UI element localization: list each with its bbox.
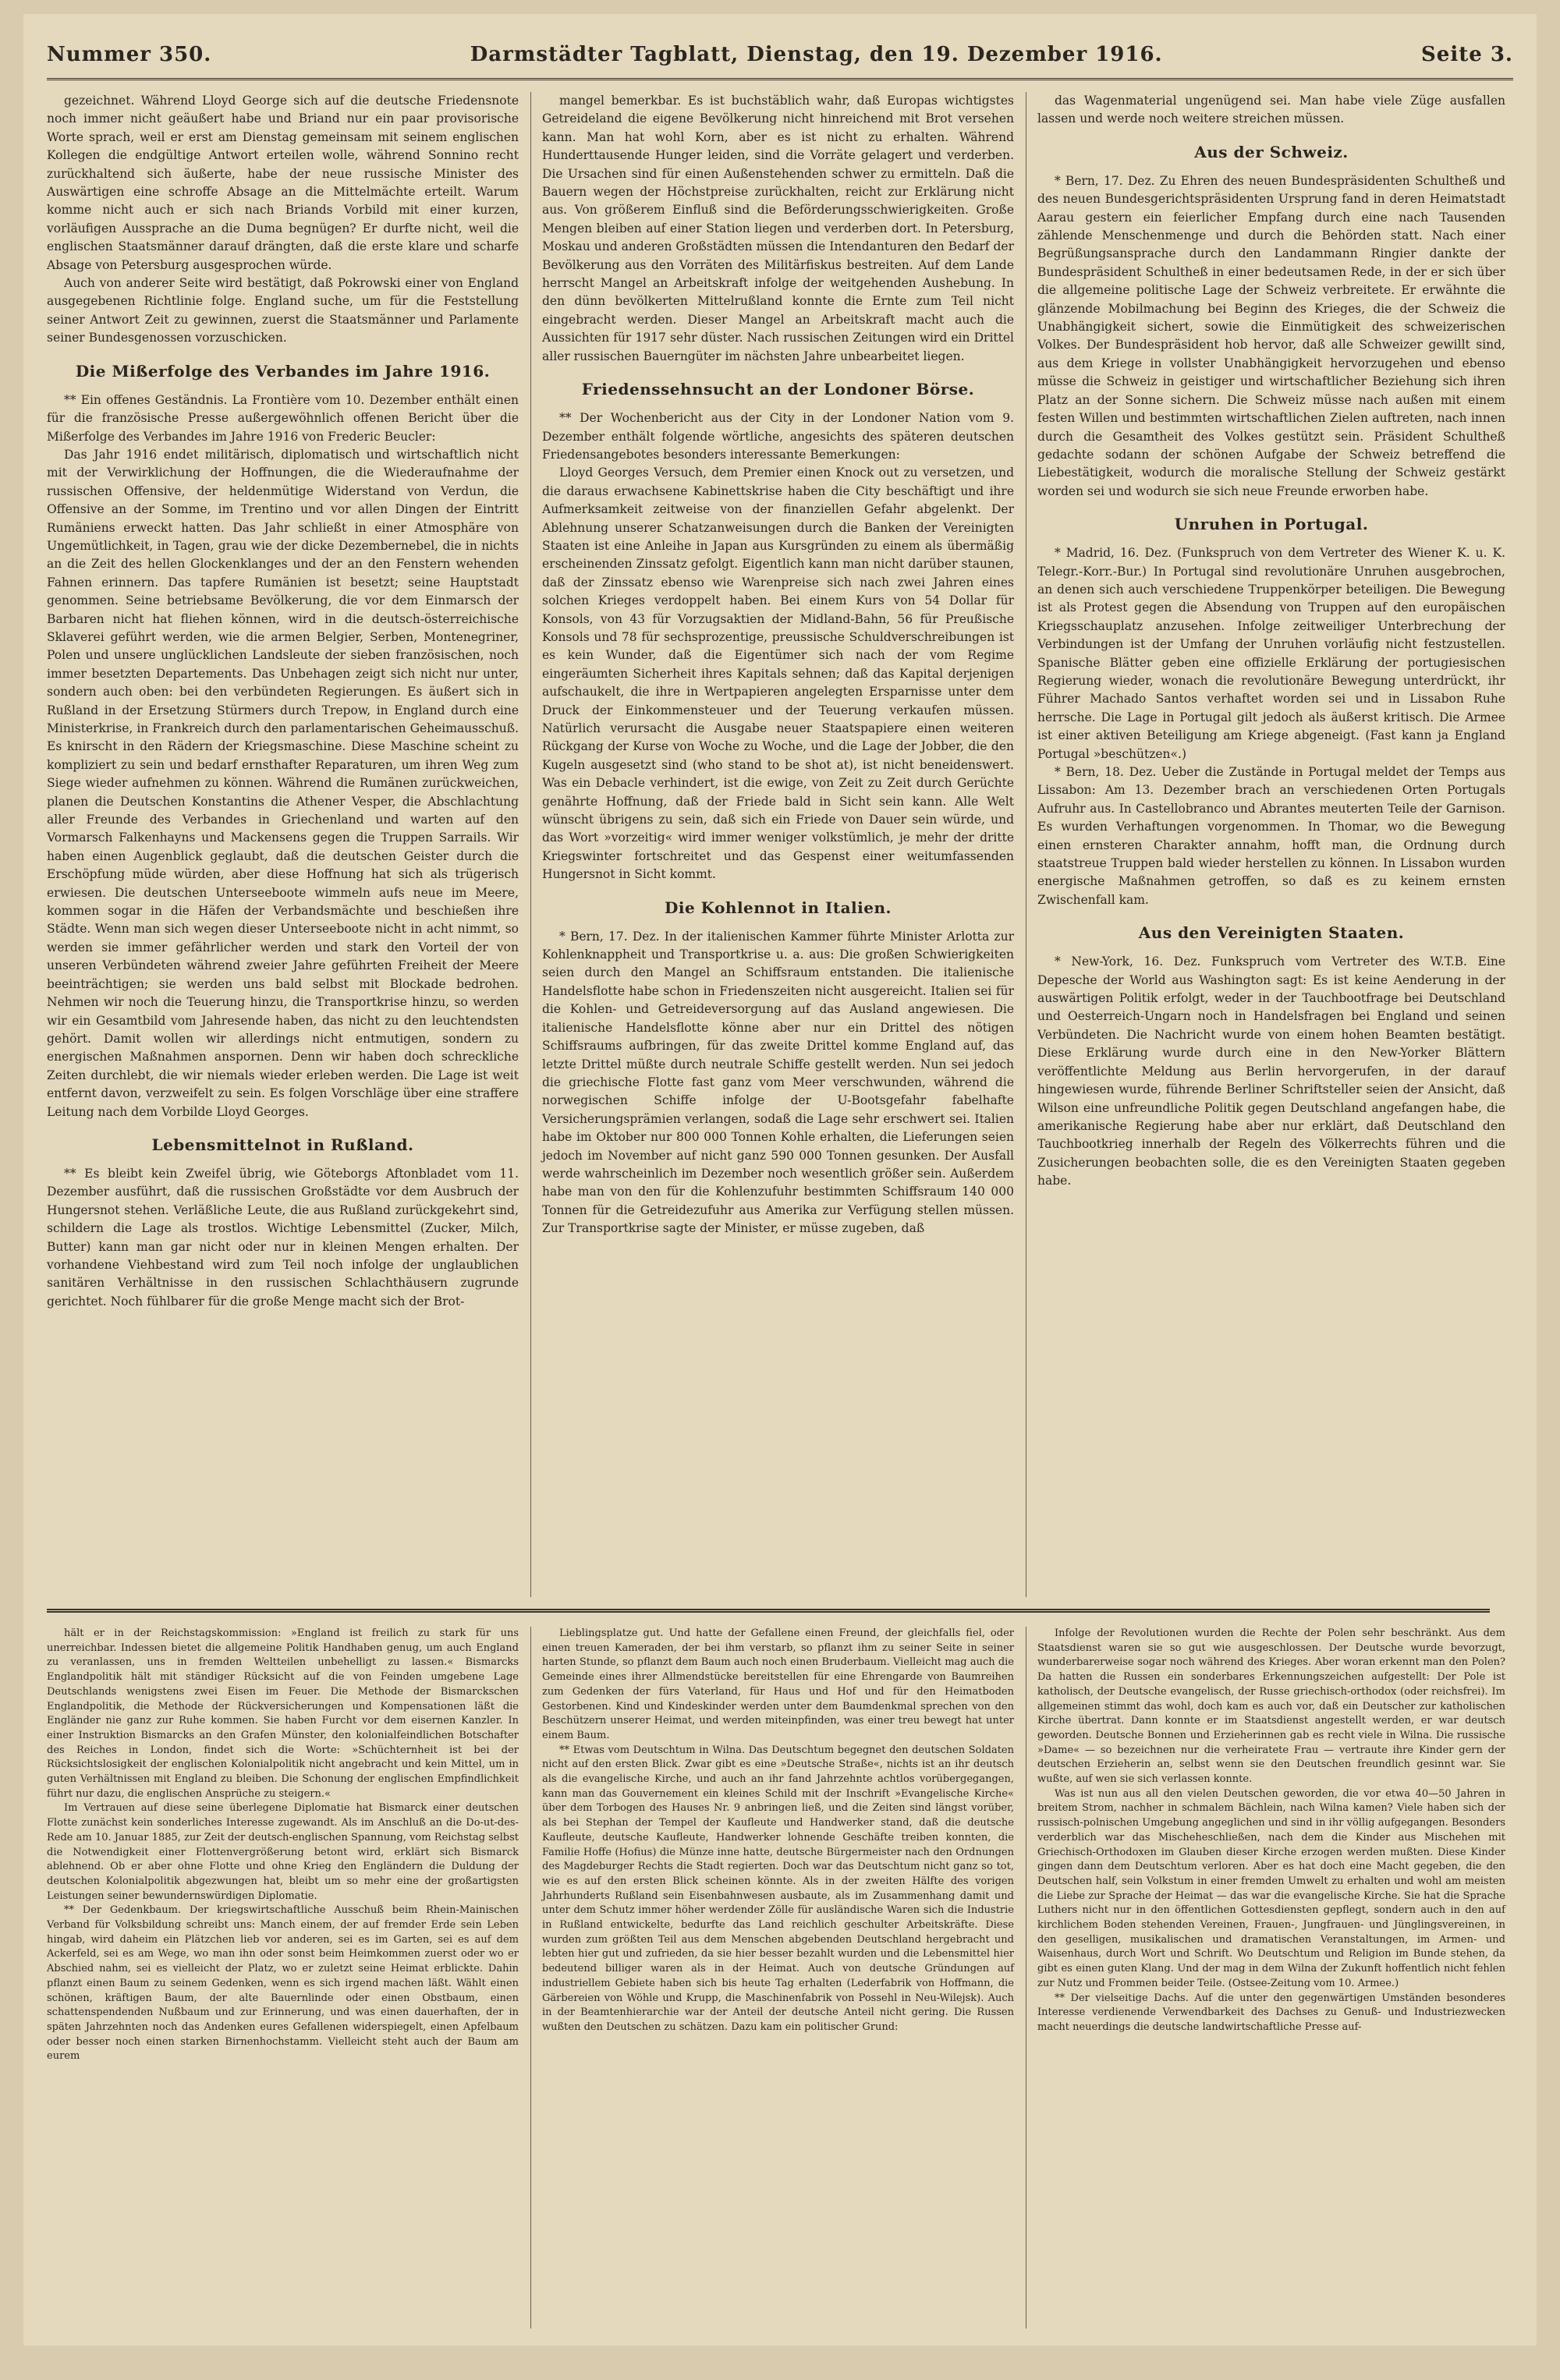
column-3 (1037, 92, 1505, 1191)
column-1 (47, 92, 519, 1311)
article-headline: Unruhen in Portugal. (1174, 515, 1369, 534)
article-headline: Aus den Vereinigten Staaten. (1138, 923, 1405, 943)
column-divider (530, 1627, 531, 2329)
article-paragraph: * Madrid, 16. Dez. (Funkspruch von dem Vertreter des Wiener K. u. K. Telegr.-Korr.-Bur.) In Portugal sind revolutionäre Unruhen ausgebrochen, an denen sich auch verschiedene Truppenkörper beteiligen. Die Bewegung ist als Protest gegen die Absendung von Truppen auf den europäischen Kriegsschauplatz anzusehen. Infolge zeitweiliger Unterbrechung der Verbindungen ist der Umfang der Unruhen vorläufig nicht festzustellen. Spanische Blätter geben eine offizielle Erklärung der portugiesischen Regierung wieder, wonach die revolutionäre Bewegung unterdrückt, ihr Führer Machado Santos verhaftet worden sei und in Lissabon Ruhe herrsche. Die Lage in Portugal gilt jedoch als äußerst kritisch. Die Armee ist einer aktiven Beteiligung am Kriege abgeneigt. (Fast kann ja England Portugal »beschützen«.) (1037, 546, 1505, 761)
article-headline: Die Mißerfolge des Verbandes im Jahre 1916. (75, 361, 491, 381)
article-headline: Friedenssehnsucht an der Londoner Börse. (581, 380, 975, 399)
article-paragraph: * Bern, 17. Dez. Zu Ehren des neuen Bundespräsidenten Schultheß und des neuen Bundesgerichtspräsidenten Ursprung fand in deren Heimatstadt Aarau gestern ein feierlicher Empfang durch eine nach Tausenden zählende Menschenmenge und durch die Behörden statt. Nach einer Begrüßungsansprache durch den Landammann Ringier dankte der Bundespräsident Schultheß in einer bedeutsamen Rede, in der er sich über die allgemeine politische Lage der Schweiz verbreitete. Er erwähnte die glänzende Mobilmachung bei Beginn des Krieges, die der Schweiz die Unabhängigkeit sichert, sowie die Einmütigkeit des schweizerischen Volkes. Der Bundespräsident hob hervor, daß alle Schweizer gewillt sind, aus dem Kriege in vollster Unabhängigkeit hervorzugehen und ebenso müsse die Schweiz in geistiger und wirtschaftlicher Beziehung sich ihren Platz an der Sonne sichern. Die Schweiz müsse nach außen mit einem festen Willen und bestimmten wirtschaftlichen Zielen auftreten, nach innen durch die Gesamtheit des Volkes gestützt sein. Präsident Schultheß gedachte sodann der schönen Aufgabe der Schweiz betreffend die Liebestätigkeit, wodurch die moralische Stellung der Schweiz gestärkt worden sei und wodurch sie sich neue Freunde erworben habe. (1037, 173, 1505, 498)
article-headline: Lebensmittelnot in Rußland. (151, 1135, 414, 1154)
article-paragraph: Im Vertrauen auf diese seine überlegene Diplomatie hat Bismarck einer deutschen Flotte zunächst kein sonderliches Interesse zugewandt. Als im Anschluß an die Do-ut-des-Rede am 10. Januar 1885, zur Zeit der deutsch-englischen Spannung, vom Reichstag selbst die Notwendigkeit einer Flottenvergrößerung betont wird, erklärt sich Bismarck ablehnend. Ob er aber ohne Flotte und ohne Krieg den Engländern die Duldung der deutschen Kolonialpolitik abgezwungen hat, bleibt um so mehr eine der großartigsten Leistungen seiner bewundernswürdigen Diplomatie. (47, 1802, 519, 1902)
article-paragraph: ** Der vielseitige Dachs. Auf die unter den gegenwärtigen Umständen besonderes Interesse verdienende Verwendbarkeit des Dachses zu Genuß- und Industriezwecken macht neuerdings die deutsche landwirtschaftliche Presse auf- (1037, 1992, 1505, 2033)
article-paragraph: ** Es bleibt kein Zweifel übrig, wie Göteborgs Aftonbladet vom 11. Dezember ausführt, daß die russischen Großstädte vor dem Ausbruch der Hungersnot stehen. Verläßliche Leute, die aus Rußland zurückgekehrt sind, schildern die Lage als trostlos. Wichtige Lebensmittel (Zucker, Milch, Butter) kann man gar nicht oder nur in kleinen Mengen erhalten. Der vorhandene Viehbestand wird zum Teil noch infolge der unglaublichen sanitären Verhältnisse in den russischen Schlachthäusern zugrunde gerichtet. Noch fühlbarer für die große Menge macht sich der Brot- (47, 1166, 519, 1309)
feuilleton-column-3 (1037, 1627, 1505, 2035)
feuilleton-divider (47, 1609, 1490, 1613)
column-divider (530, 92, 531, 1597)
article-paragraph: ** Etwas vom Deutschtum in Wilna. Das Deutschtum begegnet den deutschen Soldaten nicht auf den ersten Blick. Zwar gibt es eine »Deutsche Straße«, nichts ist an ihr deutsch als die evangelische Kirche, und auch an ihr fand Jahrzehnte achtlos vorübergegangen, kann man das Gouvernement ein kleines Schild mit der Inschrift »Evangelische Kirche« über dem Torbogen des Hauses Nr. 9 anbringen ließ, und die Zeiten sind längst vorüber, als bei Stephan der Tempel der Kaufleute und Handwerker stand, daß die deutsche Kaufleute, deutsche Kaufleute, Handwerker lohnende Geschäfte treiben konnten, die Familie Hoffe (Hofius) die Münze inne hatte, deutsche Bürgermeister nach den Ordnungen des Magdeburger Rechts die Stadt regierten. Doch war das Deutschtum nicht ganz so tot, wie es auf den ersten Blick scheinen könnte. Als in der zweiten Hälfte des vorigen Jahrhunderts Rußland sein Eisenbahnwesen ausbaute, als im Zusammenhang damit und unter dem Schutz immer höher werdender Zölle für ausländische Waren sich die Industrie in Rußland entwickelte, bedurfte das Land reichlich geschulter Arbeitskräfte. Diese wurden zum größten Teil aus dem Menschen abgebenden Deutschland hergebracht und lebten hier gut und zufrieden, da sie hier besser bezahlt wurden und die Lebensmittel hier bedeutend billiger waren als in der Heimat. Auch von deutsche Gründungen auf industriellem Gebiete haben sich bis heute Tag erhalten (Lederfabrik von Hoffmann, die Gärbereien von Wöhle und Krupp, die Maschinenfabrik von Possehl in Neu-Wilejsk). Auch in der Beamtenhierarchie war der Anteil der deutsche Anteil nicht gering. Die Russen wußten den Deutschen zu schätzen. Dazu kam ein politischer Grund: (542, 1744, 1014, 2033)
article-paragraph: * New-York, 16. Dez. Funkspruch vom Vertreter des W.T.B. Eine Depesche der World aus Washington sagt: Es ist keine Aenderung in der auswärtigen Politik erfolgt, weder in der Tauchbootfrage bei Deutschland und Oesterreich-Ungarn noch in Handelsfragen bei England und seinen Verbündeten. Die Nachricht wurde von einem hohen Beamten bestätigt. Diese Erklärung wurde durch eine in den New-Yorker Blättern veröffentlichte Meldung aus Berlin hervorgerufen, in der darauf hingewiesen wurde, führende Berliner Schriftsteller seien der Ansicht, daß Wilson eine unfreundliche Politik gegen Deutschland angefangen habe, die amerikanische Regierung habe aber nur erklärt, daß Deutschland den Tauchbootkrieg innerhalb der Regeln des Völkerrechts führen und die Zusicherungen beobachten solle, die es den Vereinigten Staaten gegeben habe. (1037, 954, 1505, 1188)
article-paragraph: Auch von anderer Seite wird bestätigt, daß Pokrowski einer von England ausgegebenen Richtlinie folge. England suche, um für die Feststellung seiner Antwort Zeit zu gewinnen, zuerst die Staatsmänner und Parlamente seiner Bundesgenossen vorzuschicken. (47, 276, 519, 345)
issue-number: Nummer 350. (47, 43, 212, 66)
article-paragraph: ** Der Wochenbericht aus der City in der Londoner Nation vom 9. Dezember enthält folgende wörtliche, angesichts des späteren deutschen Friedensangebotes besonders interessante Bemerkungen: (542, 411, 1014, 462)
article-paragraph: Was ist nun aus all den vielen Deutschen geworden, die vor etwa 40—50 Jahren in breitem Strom, nachher in schmalem Bächlein, nach Wilna kamen? Viele haben sich der russisch-polnischen Umgebung angeglichen und sind in ihr völlig aufgegangen. Besonders verderblich war das Mischeheschließen, nach dem die Kinder aus Mischehen mit Griechisch-Orthodoxen im Glauben dieser Kirche erzogen werden mußten. Diese Kinder gingen dann dem Deutschtum verloren. Aber es hat doch eine Macht gegeben, die den Deutschen half, sein Volkstum in einer fremden Umwelt zu erhalten und wohl am meisten die Liebe zur Sprache der Heimat — das war die evangelische Kirche. Sie hat die Sprache Luthers nicht nur in den öffentlichen Gottesdiensten gepflegt, sondern auch in den auf kirchlichem Boden stehenden Vereinen, Frauen-, Jungfrauen- und Jünglingsvereinen, in den geselligen, musikalischen und dramatischen Veranstaltungen, im Armen- und Waisenhaus, durch Wort und Schrift. Wo Deutschtum und Religion im Bunde stehen, da gibt es einen guten Klang. Und der mag in dem Wilna der Zukunft hoffentlich nicht fehlen zur Nutz und Frommen beider Teile. (Ostsee-Zeitung vom 10. Armee.) (1037, 1787, 1505, 1989)
article-paragraph: mangel bemerkbar. Es ist buchstäblich wahr, daß Europas wichtigstes Getreideland die eigene Bevölkerung nicht hinreichend mit Brot versehen kann. Man hat wohl Korn, aber es ist nicht zu erhalten. Während Hunderttausende Hunger leiden, sind die Vorräte gelagert und verderben. Die Ursachen sind für einen Außenstehenden schwer zu ermitteln. Daß die Bauern wegen der Höchstpreise zurückhalten, reicht zur Erklärung nicht aus. Von größerem Einfluß sind die Beförderungsschwierigkeiten. Große Mengen bleiben auf einer Station liegen und verderben dort. In Petersburg, Moskau und anderen Großstädten müssen die Intendanturen den Bedarf der Bevölkerung aus den Vorräten des Militärfiskus bestreiten. Auf dem Lande herrscht Mangel an Arbeitskraft infolge der weitgehenden Aushebung. In den dünn bevölkerten Mittelrußland konnte die Ernte zum Teil nicht eingebracht werden. Dieser Mangel an Arbeitskraft macht auch die Aussichten für 1917 sehr düster. Nach russischen Zeitungen wird ein Drittel aller russischen Bauerngüter im nächsten Jahre unbearbeitet liegen. (542, 94, 1014, 363)
article-headline: Die Kohlennot in Italien. (665, 898, 892, 917)
page-number: Seite 3. (1421, 43, 1513, 66)
article-paragraph: ** Ein offenes Geständnis. La Frontière vom 10. Dezember enthält einen für die französische Presse außergewöhnlich offenen Bericht über die Mißerfolge des Verbandes im Jahre 1916 von Frederic Beucler: (47, 392, 519, 444)
article-paragraph: Das Jahr 1916 endet militärisch, diplomatisch und wirtschaftlich nicht mit der Verwirklichung der Hoffnungen, die die Wiederaufnahme der russischen Offensive, der heldenmütige Widerstand von Verdun, die Offensive an der Somme, im Trentino und vor allen Dingen der Eintritt Rumäniens erweckt hatten. Das Jahr schließt in einer Atmosphäre von Ungemütlichkeit, in Tagen, grau wie der dicke Dezembernebel, die in nichts an die Zeit des hellen Glockenklanges und der an den Fenstern wehenden Fahnen erinnern. Das tapfere Rumänien ist besetzt; seine Hauptstadt genommen. Seine betriebsame Bevölkerung, die vor dem Einmarsch der Barbaren nicht hat fliehen können, wird in die deutsch-österreichische Sklaverei geführt werden, wie die armen Belgier, Serben, Montenegriner, Polen und unsere unglücklichen Landsleute der sieben französischen, noch immer besetzten Departements. Das Unbehagen zeigt sich nicht nur unter, sondern auch oben: bei den verbündeten Regierungen. Es äußert sich in Rußland in der Ersetzung Stürmers durch Trepow, in England durch eine Ministerkrise, in Frankreich durch den parlamentarischen Geheimausschuß. Es knirscht in den Rädern der Kriegsmaschine. Diese Maschine scheint zu kompliziert zu sein und bedarf ernsthafter Reparaturen, um ihren Weg zum Siege wieder aufnehmen zu können. Während die Rumänen zurückweichen, planen die Deutschen Konstantins die Athener Vesper, die Abschlachtung aller Freunde des Verbandes in Griechenland und warten auf den Vormarsch Falkenhayns und Mackensens gegen die Truppen Sarrails. Wir haben einen Augenblick geglaubt, daß die deutschen Geister durch die Erschöpfung müde würden, aber diese Hoffnung hat sich als trügerisch erwiesen. Die deutschen Unterseeboote wimmeln aufs neue im Meere, kommen sogar in die Häfen der Verbandsmächte und beschießen ihre Städte. Wenn man sich wegen dieser Unterseeboote nicht in acht nimmt, so werden sie immer gefährlicher werden und stark den Vorteil der von unseren Verbündeten während zweier Jahre geführten Freiheit der Meere beeinträchtigen; sie werden uns bald selbst mit Blockade bedrohen. Nehmen wir noch die Teuerung hinzu, die Transportkrise hinzu, so werden wir ein Gesamtbild vom Jahresende haben, das nicht zu den leuchtendsten gehört. Damit wollen wir allerdings nicht entmutigen, sondern zu energischen Maßnahmen anspornen. Denn wir haben doch schreckliche Zeiten durchlebt, die wir niemals wieder erleben werden. Die Lage ist weit entfernt davon, verzweifelt zu sein. Es folgen Vorschläge über eine straffere Leitung nach dem Vorbilde Lloyd Georges. (47, 447, 519, 1119)
article-paragraph: gezeichnet. Während Lloyd George sich auf die deutsche Friedensnote noch immer nicht geäußert habe und Briand nur ein paar provisorische Worte sprach, weil er erst am Dienstag gemeinsam mit seinem englischen Kollegen die endgültige Antwort erteilen wolle, während Sonnino recht zurückhaltend sich äußerte, habe der neue russische Minister des Auswärtigen eine schroffe Absage an die Mittelmächte erteilt. Warum komme nicht auch er sich nach Briands Vorbild mit einer kurzen, vorläufigen Aussprache an die Duma begnügen? Er durfte nicht, weil die englischen Staatsmänner darauf drängten, daß die erste klare und scharfe Absage von Petersburg ausgesprochen würde. (47, 94, 519, 272)
article-paragraph: Lloyd Georges Versuch, dem Premier einen Knock out zu versetzen, und die daraus erwachsene Kabinettskrise haben die City beschäftigt und ihre Aufmerksamkeit zeitweise von der finanziellen Gefahr abgelenkt. Der Ablehnung unserer Schatzanweisungen durch die Banken der Vereinigten Staaten ist eine Anleihe in Japan aus Kursgründen zu einem als übermäßig erscheinenden Zinssatz gefolgt. Eigentlich kann man nicht darüber staunen, daß der Zinssatz ebenso wie Warenpreise sich nach zwei Jahren eines solchen Krieges verdoppelt haben. Bei einem Kurs von 54 Dollar für Konsols, von 43 für Vorzugsaktien der Midland-Bahn, 56 für Preußische Konsols und 78 für sechsprozentige, preussische Schuldverschreibungen ist es kein Wunder, daß die Eigentümer sich nach der vom Regime eingeräumten Sicherheit ihres Kapitals sehnen; daß das Kapital derjenigen aufschaukelt, die ihre in Wertpapieren angelegten Ersparnisse unter dem Druck der Einkommensteuer und der Teuerung verkaufen müssen. Natürlich verursacht die Ausgabe neuer Staatspapiere einen weiteren Rückgang der Kurse von Woche zu Woche, und die Lage der Jobber, die den Kugeln ausgesetzt sind (who stand to be shot at), ist nicht beneidenswert. Was ein Debacle verhindert, ist die ewige, von Zeit zu Zeit durch Gerüchte genährte Hoffnung, daß der Friede bald in Sicht sein kann. Alle Welt wünscht übrigens zu sein, daß sich ein Friede von Dauer sein würde, und das Wort »vorzeitig« wird immer weniger volkstümlich, je mehr der dritte Kriegswinter fortschreitet und das Gespenst einer weitumfassenden Hungersnot in Sicht kommt. (542, 466, 1014, 882)
article-paragraph: das Wagenmaterial ungenügend sei. Man habe viele Züge ausfallen lassen und werde noch weitere streichen müssen. (1037, 94, 1505, 126)
article-headline: Aus der Schweiz. (1194, 142, 1349, 161)
masthead (47, 31, 1513, 80)
newspaper-title: Darmstädter Tagblatt, Dienstag, den 19. Dezember 1916. (470, 43, 1163, 66)
feuilleton-column-1 (47, 1627, 519, 2064)
article-paragraph: ** Der Gedenkbaum. Der kriegswirtschaftliche Ausschuß beim Rhein-Mainischen Verband für Volksbildung schreibt uns: Manch einem, der auf fremder Erde sein Leben hingab, wird daheim ein Plätzchen lieb vor anderen, sei es im Garten, sei es auf dem Ackerfeld, sei es am Wege, wo man ihn oder sonst beim Heimkommen zuerst oder wo er Abschied nahm, sei es vielleicht der Platz, wo er zuletzt seine Heimat erblickte. Dahin pflanzt einen Baum zu seinem Gedenken, wenn es sich irgend machen läßt. Wählt einen schönen, kräftigen Baum, der alte Bauernlinde oder einen Obstbaum, einen schattenspendenden Nußbaum und zur Erinnerung, und was einen dauerhaften, der in späten Jahrzehnten noch das Andenken eures Gefallenen widerspiegelt, einen Apfelbaum oder besser noch einen starken Birnenhochstamm. Vielleicht steht auch der Baum am eurem (47, 1904, 519, 2063)
article-paragraph: * Bern, 18. Dez. Ueber die Zustände in Portugal meldet der Temps aus Lissabon: Am 13. Dezember brach an verschiedenen Orten Portugals Aufruhr aus. In Castellobranco und Abrantes meuterten Teile der Garnison. Es wurden Verhaftungen vorgenommen. In Thomar, wo die Bewegung einen ernsteren Charakter annahm, hofft man, die Ordnung durch staatstreue Truppen bald wieder herstellen zu können. In Lissabon wurden energische Maßnahmen getroffen, so daß es zu keinem ernsten Zwischenfall kam. (1037, 765, 1505, 907)
feuilleton-column-2 (542, 1627, 1014, 2035)
article-paragraph: * Bern, 17. Dez. In der italienischen Kammer führte Minister Arlotta zur Kohlenknappheit und Transportkrise u. a. aus: Die großen Schwierigkeiten seien durch den Mangel an Schiffsraum entstanden. Die italienische Handelsflotte habe schon in Friedenszeiten nicht ausgereicht. Italien sei für die Kohlen- und Getreideversorgung auf das Ausland angewiesen. Die italienische Handelsflotte könne aber nur ein Drittel des nötigen Schiffsraums aufbringen, für das zweite Drittel komme England auf, das letzte Drittel müßte durch neutrale Schiffe gestellt werden. Nun sei jedoch die griechische Flotte fast ganz vom Meer verschwunden, während die norwegischen Schiffe infolge der U-Bootsgefahr fabelhafte Versicherungsprämien verlangen, sodaß die Lage sehr erschwert sei. Italien habe im Oktober nur 800 000 Tonnen Kohle erhalten, die Lieferungen seien jedoch im November auf nicht ganz 590 000 Tonnen gesunken. Der Ausfall werde wahrscheinlich im Dezember noch wesentlich größer sein. Außerdem habe man von den für die Kohlenzufuhr bestimmten Schiffsraum 140 000 Tonnen für die Getreidezufuhr aus Amerika zur Verfügung stellen müssen. Zur Transportkrise sagte der Minister, er müsse zugeben, daß (542, 929, 1014, 1236)
column-2 (542, 92, 1014, 1238)
newspaper-page (23, 14, 1537, 2346)
article-paragraph: hält er in der Reichstagskommission: »England ist freilich zu stark für uns unerreichbar. Indessen bietet die allgemeine Politik Handhaben genug, um auch England zu veranlassen, uns in fremden Weltteilen unbehelligt zu lassen.« Bismarcks Englandpolitik hält mit ständiger Rücksicht auf die von Feinden umgebene Lage Deutschlands wenigstens zwei Eisen im Feuer. Die Methode der Bismarckschen Englandpolitik, die Methode der Rückversicherungen und Kompensationen läßt die Engländer nie ganz zur Ruhe kommen. Sie haben Furcht vor dem eisernen Kanzler. In einer Instruktion Bismarcks an den Grafen Münster, den kolonialfeindlichen Botschafter des Reiches in London, findet sich die Worte: »Schüchternheit ist bei der Rücksichtslosigkeit der englischen Kolonialpolitik nicht angebracht und kein Mittel, um in guten Verhältnissen mit England zu bleiben. Die Schonung der englischen Empfindlichkeit führt nur dazu, die englischen Ansprüche zu steigern.« (47, 1627, 519, 1800)
article-paragraph: Infolge der Revolutionen wurden die Rechte der Polen sehr beschränkt. Aus dem Staatsdienst waren sie so gut wie ausgeschlossen. Der Deutsche wurde bevorzugt, wunderbarerweise sogar noch während des Krieges. Aber woran erkennt man den Polen? Da hatten die Russen ein sonderbares Erkennungszeichen aufgestellt: Der Pole ist katholisch, der Deutsche evangelisch, der Russe griechisch-orthodox (oder reichsfrei). Im allgemeinen stimmt das wohl, doch kam es auch vor, daß ein Deutscher zur katholischen Kirche übertrat. Dann konnte er im Staatsdienst angestellt werden, er war deutsch geworden. Deutsche Bonnen und Erzieherinnen gab es recht viele in Wilna. Die russische »Dame« — so bezeichnen nur die verheiratete Frau — vertraute ihre Kinder gern der deutschen Erzieherin an, selbst wenn sie den Deutschen freundlich gesinnt war. Sie wußte, auf wen sie sich verlassen konnte. (1037, 1627, 1505, 1786)
article-paragraph: Lieblingsplatze gut. Und hatte der Gefallene einen Freund, der gleichfalls fiel, oder einen treuen Kameraden, der bei ihm verstarb, so pflanzt ihm zu seiner Seite in seiner harten Stunde, so pflanzt dem Baum auch noch einen Bruderbaum. Vielleicht mag auch die Gemeinde eines ihrer Allmendstücke bereitstellen für eine Ehrengarde von Baumreihen zum Gedenken der fürs Vaterland, für Haus und Hof und für den Heimatboden Gestorbenen. Kind und Kindeskinder werden unter dem Baumdenkmal sprechen von den Beschützern unserer Heimat, und werden miteinpfinden, was einer treu bewegt hat unter einem Baum. (542, 1627, 1014, 1741)
